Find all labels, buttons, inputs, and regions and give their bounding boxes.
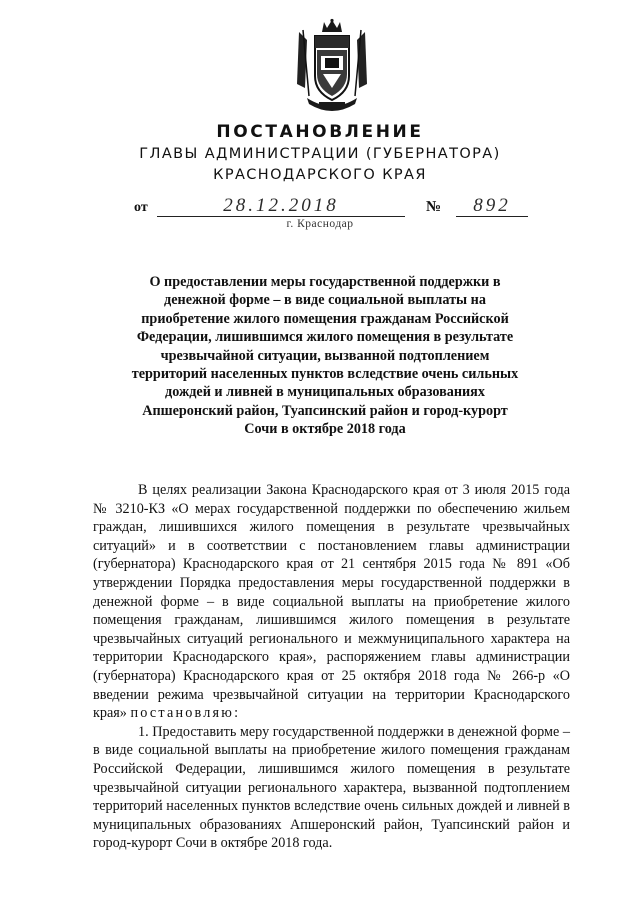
issuer-heading-line1: ГЛАВЫ АДМИНИСТРАЦИИ (ГУБЕРНАТОРА)	[139, 146, 501, 162]
preamble-text: В целях реализации Закона Краснодарского края от 3 июля 2015 года № 3210-КЗ «О мерах государственной поддержки по обеспечению жильем граждан, лишившихся жилого помещения в результате чрезвычайных ситуаций» и в соответствии с постановлением главы администрации (губернатора) Краснодарского края от 21 сентября 2015 года № 891 «Об утверждении Порядка предоставления меры государственной поддержки в денежной форме – в виде социальной выплаты на приобретение жилого помещения гражданам, лишившимся жилого помещения в результате чрезвычайных ситуаций регионального и межмуниципального характера на территории Краснодарского края», распоряжением главы администрации (губернатора) Краснодарского края от 25 октября 2018 года № 266-р «О введении режима чрезвычайной ситуации на территории Краснодарского края»	[93, 482, 570, 722]
decree-word: постановляю:	[130, 705, 241, 722]
document-number: 892	[456, 196, 528, 217]
body-paragraph: 1. Предоставить меру государственной поддержки в денежной форме – в виде социальной выплаты на приобретение жилого помещения гражданам Российской Федерации, лишившимся жилого помещения в результате чрезвычайной ситуации регионального характера, вызванной подтоплением территорий населенных пунктов вследствие очень сильных дождей и ливней в муниципальных образованиях Апшеронский район, Туапсинский район и город-курорт Сочи в октябре 2018 года.	[93, 723, 570, 852]
issuer-heading-line2: КРАСНОДАРСКОГО КРАЯ	[213, 167, 427, 183]
date-prefix: от	[134, 200, 148, 215]
issue-city: г. Краснодар	[286, 218, 354, 230]
document-body	[93, 481, 570, 853]
document-title: О предоставлении меры государственной поддержки в денежной форме – в виде социальной выплаты на приобретение жилого помещения гражданам Российской Федерации, лишившимся жилого помещения в результате чрезвычайной ситуации, вызванной подтоплением территорий населенных пунктов вследствие очень сильных дождей и ливней в муниципальных образованиях Апшеронский район, Туапсинский район и город-курорт Сочи в октябре 2018 года	[131, 274, 519, 438]
document-date: 28.12.2018	[157, 196, 405, 217]
krasnodar-coat-of-arms-icon	[293, 18, 371, 116]
number-prefix: №	[426, 199, 442, 215]
body-paragraph	[93, 481, 570, 723]
document-type-heading: ПОСТАНОВЛЕНИЕ	[216, 122, 424, 142]
